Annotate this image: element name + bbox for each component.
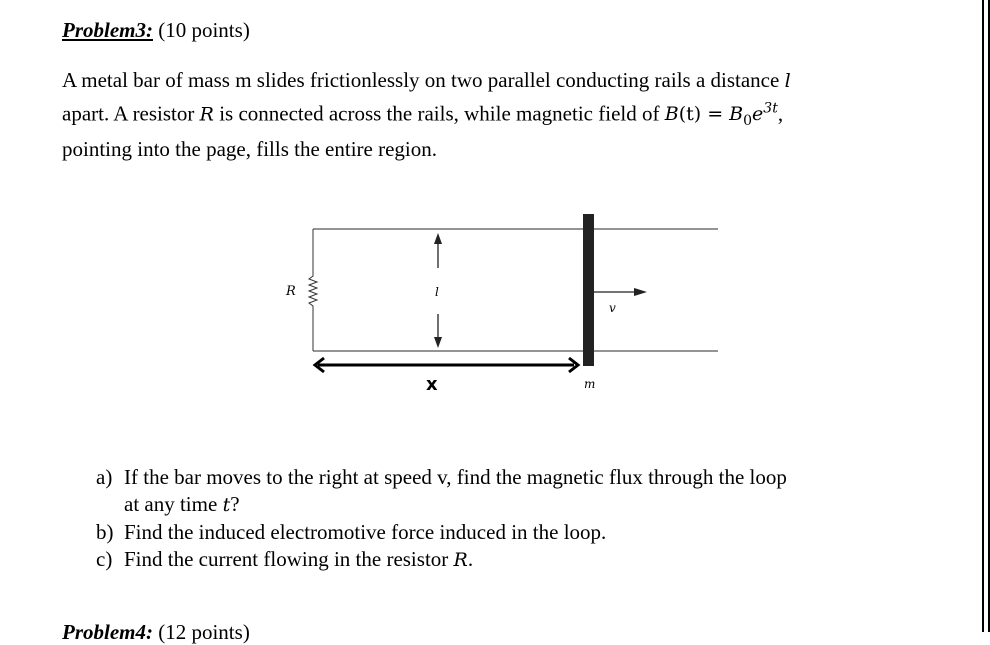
velocity-arrow-head [634, 288, 647, 296]
velocity-label: v [609, 301, 616, 315]
question-label: b) [96, 520, 114, 544]
question-label: c) [96, 547, 113, 571]
problem-title: Problem3: [62, 18, 153, 42]
question-b [96, 519, 956, 546]
var-l: l [784, 70, 791, 92]
problem-heading [62, 18, 250, 43]
problem-statement [62, 66, 942, 163]
var-R: R [453, 549, 468, 571]
question-end: . [467, 547, 474, 571]
eq-B: B [664, 103, 679, 126]
x-label: x [426, 374, 438, 395]
next-problem-heading [62, 620, 250, 645]
statement-text-3: is connected across the rails, while magnetic field of [213, 101, 665, 126]
question-c [96, 546, 956, 574]
statement-text-2: apart. A resistor [62, 101, 200, 126]
question-a [96, 464, 956, 519]
width-label: l [435, 285, 439, 299]
var-t: t [222, 494, 231, 516]
resistor [309, 229, 317, 351]
question-text-cont: at any time [124, 492, 223, 516]
metal-bar [583, 214, 594, 366]
question-label: a) [96, 465, 113, 489]
eq-e: e [752, 103, 764, 126]
mass-label: m [584, 377, 596, 391]
eq-exp: 3t [763, 101, 778, 117]
width-arrow-top-head [434, 233, 442, 244]
field-equation [664, 101, 778, 130]
statement-text-5: pointing into the page, fills the entire region. [62, 137, 437, 162]
next-problem-title: Problem4: [62, 620, 153, 644]
question-text: If the bar moves to the right at speed v, find the magnetic flux through the loop [124, 465, 787, 489]
eq-t: (t) [678, 103, 702, 126]
problem-points: (10 points) [158, 18, 250, 42]
resistor-label: R [286, 284, 296, 299]
width-arrow-bottom-head [434, 337, 442, 348]
question-text: Find the current flowing in the resistor [124, 547, 454, 571]
next-problem-points: (12 points) [158, 620, 250, 644]
statement-text-4: , [777, 101, 784, 126]
question-end: ? [230, 492, 240, 516]
var-R: R [199, 103, 214, 126]
eq-sub: 0 [743, 113, 753, 130]
rail-diagram [0, 200, 990, 420]
question-text: Find the induced electromotive force induced in the loop. [124, 520, 607, 544]
eq-equals: = B [701, 103, 744, 126]
question-list [96, 464, 956, 574]
statement-text-1: A metal bar of mass m slides frictionlessly on two parallel conducting rails a distance [62, 68, 785, 92]
